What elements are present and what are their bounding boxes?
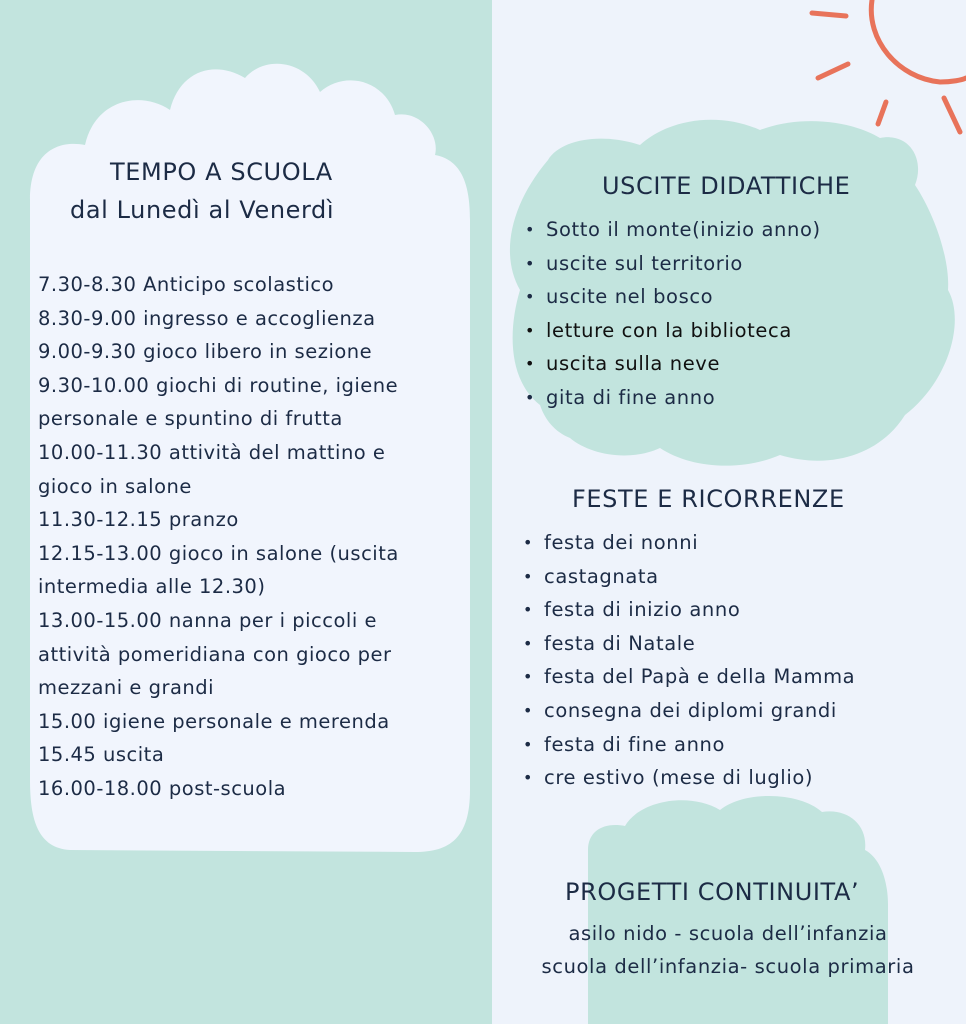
sun-icon (812, 0, 966, 132)
schedule-line: 12.15-13.00 gioco in salone (uscita (38, 541, 399, 565)
trip-item: • uscite sul territorio (522, 247, 821, 281)
celebrations-title: FESTE E RICORRENZE (572, 485, 845, 513)
continuity-line-2-text: scuola dell’infanzia- scuola primaria (541, 955, 915, 978)
celebration-item: • cre estivo (mese di luglio) (520, 761, 855, 795)
schedule-line: 9.00-9.30 gioco libero in sezione (38, 340, 373, 364)
continuity-line-1 (498, 922, 958, 945)
schedule-line: 8.30-9.00 ingresso e accoglienza (38, 306, 376, 330)
trip-item: • Sotto il monte(inizio anno) (522, 213, 821, 247)
schedule-line: 15.45 uscita (38, 743, 165, 767)
schedule-line: 11.30-12.15 pranzo (38, 508, 239, 532)
schedule-line: 9.30-10.00 giochi di routine, igiene (38, 373, 399, 397)
schedule-line: 10.00-11.30 attività del mattino e (38, 440, 386, 464)
celebration-item: • festa di inizio anno (520, 593, 855, 627)
schedule-line: mezzani e grandi (38, 676, 215, 700)
celebration-item: • castagnata (520, 560, 855, 594)
celebration-item: • festa di Natale (520, 627, 855, 661)
trips-title: USCITE DIDATTICHE (602, 172, 851, 200)
trip-item: • uscite nel bosco (522, 280, 821, 314)
trip-item: • letture con la biblioteca (522, 314, 821, 348)
schedule-line: personale e spuntino di frutta (38, 407, 343, 431)
continuity-line-1-text: asilo nido - scuola dell’infanzia (568, 922, 888, 945)
schedule-line: 13.00-15.00 nanna per i piccoli e (38, 608, 377, 632)
trip-item: • uscita sulla neve (522, 347, 821, 381)
schedule-subtitle: dal Lunedì al Venerdì (70, 196, 335, 224)
schedule-line: 15.00 igiene personale e merenda (38, 709, 390, 733)
trips-list (522, 213, 821, 415)
celebration-item: • festa dei nonni (520, 526, 855, 560)
schedule-list (38, 268, 478, 806)
schedule-line: gioco in salone (38, 474, 192, 498)
continuity-cloud-shape (588, 796, 888, 1024)
schedule-line: 16.00-18.00 post-scuola (38, 776, 287, 800)
celebrations-list (520, 526, 855, 795)
schedule-line: intermedia alle 12.30) (38, 575, 266, 599)
celebration-item: • festa di fine anno (520, 728, 855, 762)
celebration-item: • consegna dei diplomi grandi (520, 694, 855, 728)
trip-item: • gita di fine anno (522, 381, 821, 415)
continuity-title: PROGETTI CONTINUITA’ (565, 878, 860, 906)
schedule-line: 7.30-8.30 Anticipo scolastico (38, 273, 335, 296)
celebration-item: • festa del Papà e della Mamma (520, 660, 855, 694)
schedule-title: TEMPO A SCUOLA (110, 158, 333, 186)
schedule-line: attività pomeridiana con gioco per (38, 642, 392, 666)
continuity-line-2 (498, 955, 958, 978)
